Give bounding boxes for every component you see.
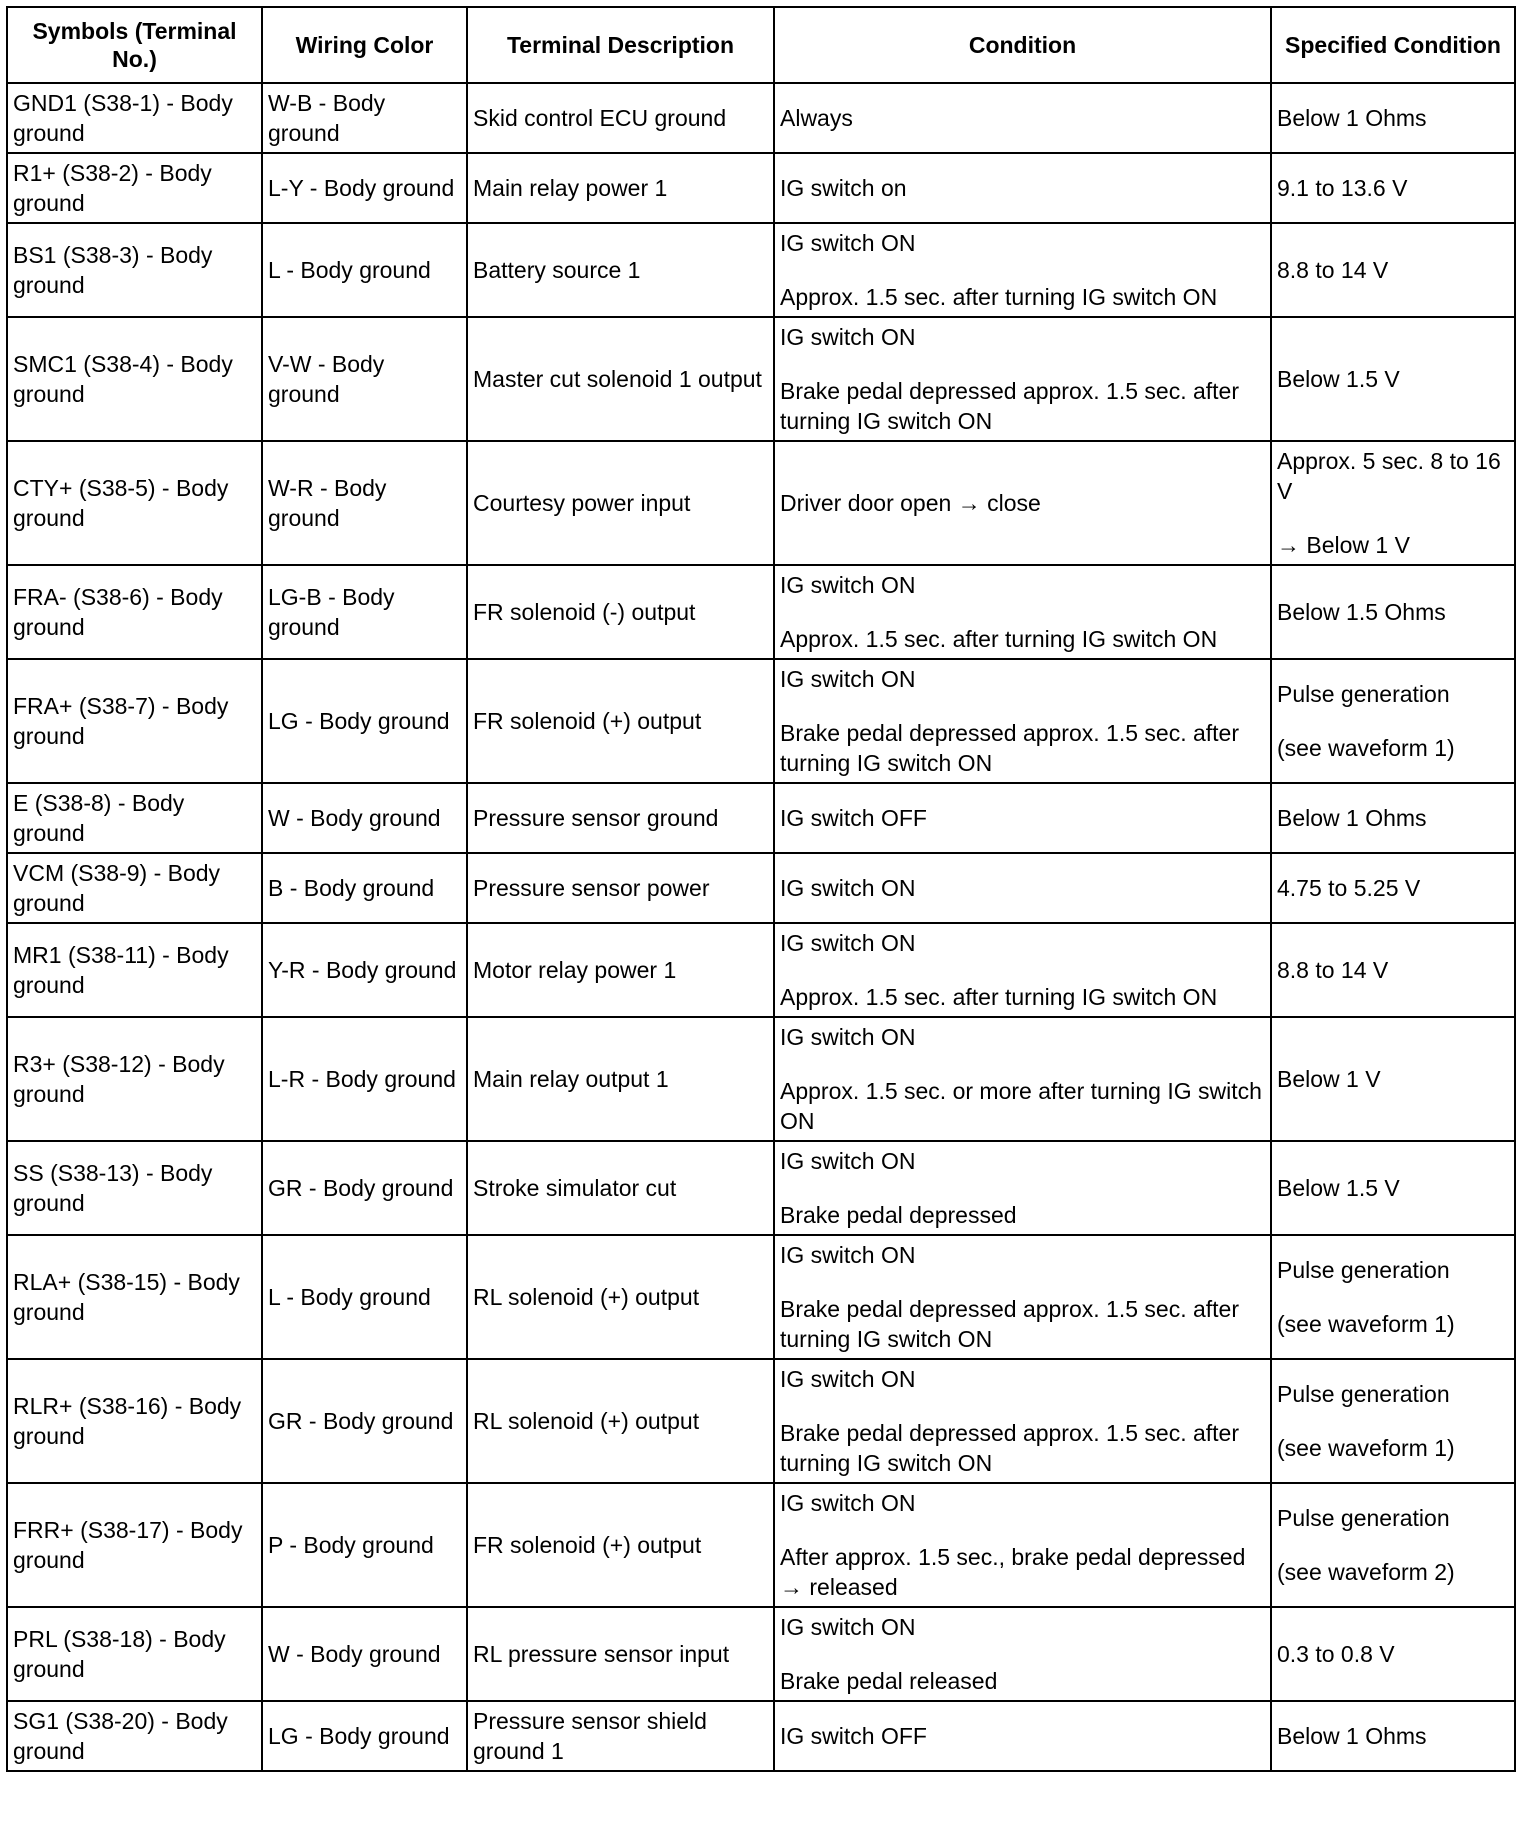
table-row [7, 853, 1515, 923]
specified-condition-cell [1271, 223, 1515, 317]
specified-condition-line: 8.8 to 14 V [1277, 257, 1389, 283]
terminal-description-cell: FR solenoid (+) output [467, 1483, 774, 1607]
specified-condition-line: Pulse generation [1277, 681, 1450, 707]
condition-line: Driver door open → close [780, 490, 1041, 516]
condition-cell [774, 783, 1271, 853]
specified-condition-cell [1271, 853, 1515, 923]
specified-condition-line: 4.75 to 5.25 V [1277, 875, 1421, 901]
symbol-cell: R1+ (S38-2) - Body ground [7, 153, 262, 223]
condition-cell [774, 853, 1271, 923]
wiring-color-cell: V-W - Body ground [262, 317, 467, 441]
specified-condition-line: (see waveform 1) [1277, 1435, 1455, 1461]
table-row [7, 1017, 1515, 1141]
specified-condition-cell [1271, 317, 1515, 441]
table-row [7, 1483, 1515, 1607]
condition-cell [774, 83, 1271, 153]
condition-cell [774, 1235, 1271, 1359]
specified-condition-cell [1271, 441, 1515, 565]
wiring-color-cell: L-Y - Body ground [262, 153, 467, 223]
condition-line: IG switch on [780, 175, 907, 201]
condition-line: IG switch ON [780, 666, 916, 692]
condition-cell [774, 1141, 1271, 1235]
condition-line: Approx. 1.5 sec. after turning IG switch ON [780, 284, 1218, 310]
header-specified-condition: Specified Condition [1271, 7, 1515, 83]
condition-cell [774, 565, 1271, 659]
specified-condition-line: Below 1.5 V [1277, 366, 1400, 392]
condition-line: IG switch ON [780, 1024, 916, 1050]
specified-condition-cell [1271, 1235, 1515, 1359]
symbol-cell: RLR+ (S38-16) - Body ground [7, 1359, 262, 1483]
terminal-description-cell: Pressure sensor ground [467, 783, 774, 853]
symbol-cell: FRA+ (S38-7) - Body ground [7, 659, 262, 783]
wiring-color-cell: LG-B - Body ground [262, 565, 467, 659]
condition-cell [774, 1017, 1271, 1141]
condition-line: IG switch ON [780, 230, 916, 256]
condition-cell [774, 659, 1271, 783]
wiring-color-cell: LG - Body ground [262, 1701, 467, 1771]
specified-condition-line: (see waveform 1) [1277, 1311, 1455, 1337]
wiring-color-cell: LG - Body ground [262, 659, 467, 783]
condition-line: IG switch ON [780, 1614, 916, 1640]
wiring-color-cell: L - Body ground [262, 223, 467, 317]
condition-line: IG switch ON [780, 1366, 916, 1392]
symbol-cell: PRL (S38-18) - Body ground [7, 1607, 262, 1701]
specified-condition-line: (see waveform 2) [1277, 1559, 1455, 1585]
condition-line: IG switch OFF [780, 1723, 927, 1749]
symbol-cell: BS1 (S38-3) - Body ground [7, 223, 262, 317]
specified-condition-cell [1271, 565, 1515, 659]
table-row [7, 223, 1515, 317]
wiring-color-cell: GR - Body ground [262, 1141, 467, 1235]
condition-line: Brake pedal released [780, 1668, 998, 1694]
terminal-description-cell: FR solenoid (+) output [467, 659, 774, 783]
table-row [7, 1359, 1515, 1483]
table-row [7, 441, 1515, 565]
symbol-cell: SG1 (S38-20) - Body ground [7, 1701, 262, 1771]
wiring-color-cell: GR - Body ground [262, 1359, 467, 1483]
condition-line: IG switch ON [780, 1148, 916, 1174]
condition-line: Brake pedal depressed approx. 1.5 sec. after turning IG switch ON [780, 1296, 1240, 1352]
specified-condition-line: (see waveform 1) [1277, 735, 1455, 761]
specified-condition-cell [1271, 1017, 1515, 1141]
table-row [7, 317, 1515, 441]
table-header [7, 7, 1515, 83]
condition-line: Brake pedal depressed [780, 1202, 1017, 1228]
terminal-description-cell: Pressure sensor shield ground 1 [467, 1701, 774, 1771]
table-row [7, 83, 1515, 153]
table-row [7, 153, 1515, 223]
specified-condition-line: Below 1.5 Ohms [1277, 599, 1446, 625]
table-row [7, 1607, 1515, 1701]
condition-cell [774, 317, 1271, 441]
symbol-cell: FRR+ (S38-17) - Body ground [7, 1483, 262, 1607]
condition-cell [774, 1701, 1271, 1771]
condition-line: IG switch ON [780, 1490, 916, 1516]
condition-line: IG switch ON [780, 1242, 916, 1268]
condition-line: After approx. 1.5 sec., brake pedal depressed → released [780, 1544, 1246, 1600]
condition-line: Brake pedal depressed approx. 1.5 sec. after turning IG switch ON [780, 720, 1240, 776]
condition-line: Brake pedal depressed approx. 1.5 sec. after turning IG switch ON [780, 378, 1240, 434]
wiring-color-cell: W-B - Body ground [262, 83, 467, 153]
table-row [7, 1235, 1515, 1359]
specified-condition-cell [1271, 783, 1515, 853]
terminal-description-cell: FR solenoid (-) output [467, 565, 774, 659]
symbol-cell: VCM (S38-9) - Body ground [7, 853, 262, 923]
symbol-cell: SMC1 (S38-4) - Body ground [7, 317, 262, 441]
wiring-color-cell: W-R - Body ground [262, 441, 467, 565]
specified-condition-line: 9.1 to 13.6 V [1277, 175, 1408, 201]
specified-condition-line: Below 1 Ohms [1277, 105, 1427, 131]
symbol-cell: R3+ (S38-12) - Body ground [7, 1017, 262, 1141]
wiring-color-cell: L - Body ground [262, 1235, 467, 1359]
condition-line: IG switch ON [780, 875, 916, 901]
symbol-cell: FRA- (S38-6) - Body ground [7, 565, 262, 659]
terminal-description-cell: Master cut solenoid 1 output [467, 317, 774, 441]
specified-condition-line: Pulse generation [1277, 1505, 1450, 1531]
symbol-cell: GND1 (S38-1) - Body ground [7, 83, 262, 153]
condition-line: IG switch OFF [780, 805, 927, 831]
table-row [7, 1141, 1515, 1235]
header-terminal-description: Terminal Description [467, 7, 774, 83]
condition-line: IG switch ON [780, 572, 916, 598]
terminal-description-cell: Skid control ECU ground [467, 83, 774, 153]
condition-line: Brake pedal depressed approx. 1.5 sec. after turning IG switch ON [780, 1420, 1240, 1476]
specified-condition-cell [1271, 1359, 1515, 1483]
specified-condition-line: Below 1 Ohms [1277, 805, 1427, 831]
terminal-description-cell: Courtesy power input [467, 441, 774, 565]
specified-condition-line: 8.8 to 14 V [1277, 957, 1389, 983]
table-row [7, 1701, 1515, 1771]
symbol-cell: E (S38-8) - Body ground [7, 783, 262, 853]
table-row [7, 565, 1515, 659]
symbol-cell: CTY+ (S38-5) - Body ground [7, 441, 262, 565]
specified-condition-line: → Below 1 V [1277, 532, 1410, 558]
wiring-color-cell: Y-R - Body ground [262, 923, 467, 1017]
specified-condition-cell [1271, 1607, 1515, 1701]
specified-condition-cell [1271, 83, 1515, 153]
terminal-description-cell: Motor relay power 1 [467, 923, 774, 1017]
terminal-description-cell: Main relay power 1 [467, 153, 774, 223]
specified-condition-line: Pulse generation [1277, 1381, 1450, 1407]
condition-cell [774, 153, 1271, 223]
header-symbols: Symbols (Terminal No.) [7, 7, 262, 83]
terminal-description-cell: Main relay output 1 [467, 1017, 774, 1141]
condition-line: IG switch ON [780, 324, 916, 350]
condition-line: Approx. 1.5 sec. after turning IG switch ON [780, 626, 1218, 652]
specified-condition-cell [1271, 1141, 1515, 1235]
specified-condition-line: Below 1 Ohms [1277, 1723, 1427, 1749]
condition-line: IG switch ON [780, 930, 916, 956]
condition-line: Approx. 1.5 sec. after turning IG switch ON [780, 984, 1218, 1010]
specified-condition-cell [1271, 923, 1515, 1017]
table-row [7, 659, 1515, 783]
table-row [7, 783, 1515, 853]
symbol-cell: MR1 (S38-11) - Body ground [7, 923, 262, 1017]
condition-line: Always [780, 105, 853, 131]
specified-condition-cell [1271, 153, 1515, 223]
header-condition: Condition [774, 7, 1271, 83]
terminal-description-cell: Pressure sensor power [467, 853, 774, 923]
terminal-description-cell: RL solenoid (+) output [467, 1359, 774, 1483]
specified-condition-cell [1271, 1483, 1515, 1607]
condition-cell [774, 1607, 1271, 1701]
condition-line: Approx. 1.5 sec. or more after turning IG switch ON [780, 1078, 1262, 1134]
header-wiring-color: Wiring Color [262, 7, 467, 83]
specified-condition-cell [1271, 659, 1515, 783]
table-row [7, 923, 1515, 1017]
condition-cell [774, 223, 1271, 317]
terminal-description-cell: RL pressure sensor input [467, 1607, 774, 1701]
wiring-color-cell: P - Body ground [262, 1483, 467, 1607]
specified-condition-cell [1271, 1701, 1515, 1771]
wiring-color-cell: W - Body ground [262, 1607, 467, 1701]
terminal-description-cell: Stroke simulator cut [467, 1141, 774, 1235]
condition-cell [774, 1359, 1271, 1483]
specified-condition-line: Below 1 V [1277, 1066, 1381, 1092]
specified-condition-line: 0.3 to 0.8 V [1277, 1641, 1395, 1667]
header-row [7, 7, 1515, 83]
wiring-color-cell: L-R - Body ground [262, 1017, 467, 1141]
table-body [7, 83, 1515, 1771]
terminal-spec-table [6, 6, 1516, 1772]
wiring-color-cell: B - Body ground [262, 853, 467, 923]
specified-condition-line: Pulse generation [1277, 1257, 1450, 1283]
wiring-color-cell: W - Body ground [262, 783, 467, 853]
terminal-description-cell: RL solenoid (+) output [467, 1235, 774, 1359]
symbol-cell: RLA+ (S38-15) - Body ground [7, 1235, 262, 1359]
condition-cell [774, 923, 1271, 1017]
specified-condition-line: Approx. 5 sec. 8 to 16 V [1277, 448, 1501, 504]
terminal-description-cell: Battery source 1 [467, 223, 774, 317]
symbol-cell: SS (S38-13) - Body ground [7, 1141, 262, 1235]
condition-cell [774, 1483, 1271, 1607]
specified-condition-line: Below 1.5 V [1277, 1175, 1400, 1201]
condition-cell [774, 441, 1271, 565]
